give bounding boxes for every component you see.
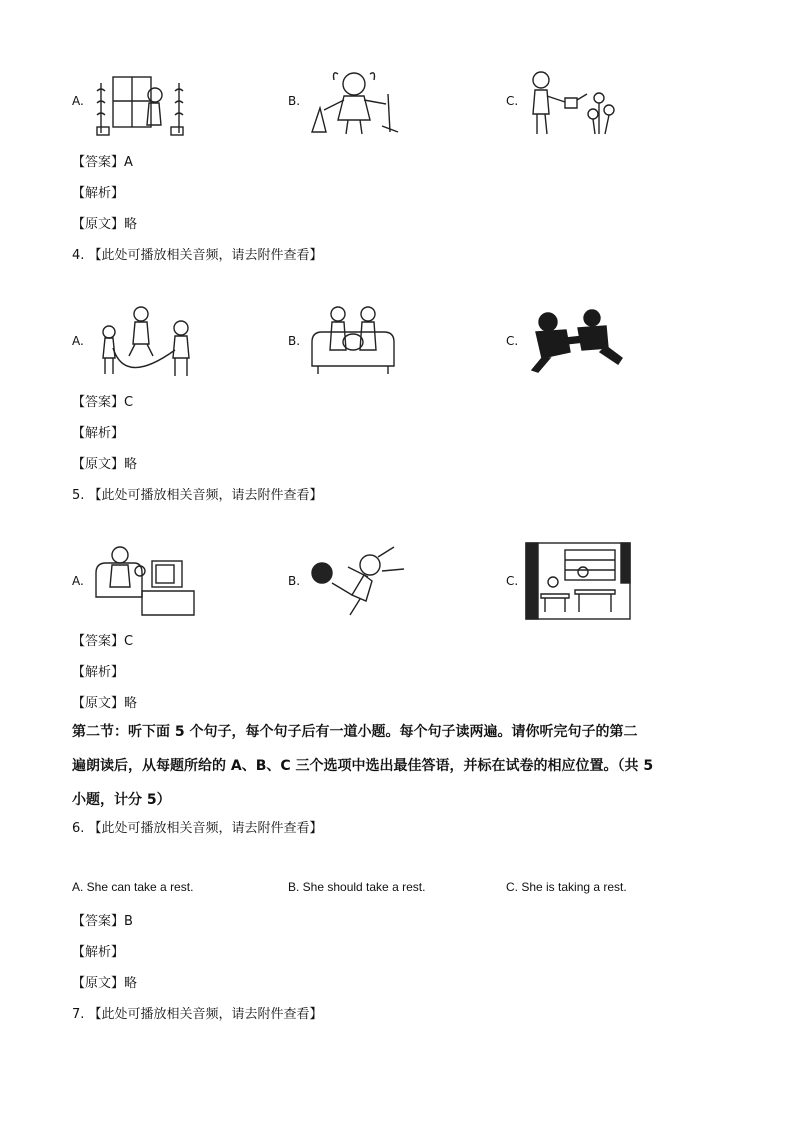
people-on-sofa-picture	[308, 302, 398, 378]
girl-at-window-picture	[95, 73, 187, 137]
q3-option-b-label: B.	[288, 94, 301, 108]
q5-analysis: 【解析】	[72, 665, 125, 680]
q6-option-a: A. She can take a rest.	[72, 880, 194, 894]
section-2-line-2: 遍朗读后，从每题所给的 A、B、C 三个选项中选出最佳答语，并标在试卷的相应位置。（共 5	[72, 758, 654, 774]
q4-answer: 【答案】C	[72, 395, 134, 410]
q6-answer: 【答案】B	[72, 914, 133, 929]
q7-prompt: 7. 【此处可播放相关音频，请去附件查看】	[72, 1007, 323, 1022]
q6-option-b: B. She should take a rest.	[288, 880, 426, 894]
q5-option-b-label: B.	[288, 574, 301, 588]
q5-option-c-label: C.	[506, 574, 519, 588]
kids-jumping-rope-picture	[95, 302, 205, 382]
girl-watering-flowers-picture	[525, 68, 621, 138]
q4-analysis: 【解析】	[72, 426, 125, 441]
q3-option-a-label: A.	[72, 94, 84, 108]
q4-option-c-label: C.	[506, 334, 519, 348]
q3-analysis: 【解析】	[72, 186, 125, 201]
section-2-line-3: 小题，计分 5）	[72, 792, 171, 808]
q3-answer: 【答案】A	[72, 155, 133, 170]
boy-watching-tv-picture	[94, 543, 198, 619]
q4-original-text: 【原文】略	[72, 457, 138, 472]
boy-kicking-ball-picture	[308, 543, 412, 619]
q6-analysis: 【解析】	[72, 945, 125, 960]
section-2-line-1: 第二节：听下面 5 个句子，每个句子后有一道小题。每个句子读两遍。请你听完句子的第二	[72, 724, 638, 740]
girl-sweeping-picture	[308, 68, 404, 138]
q6-original-text: 【原文】略	[72, 976, 138, 991]
q3-original-text: 【原文】略	[72, 217, 138, 232]
section-2-instructions	[72, 715, 762, 817]
q4-prompt: 4. 【此处可播放相关音频，请去附件查看】	[72, 248, 323, 263]
q6-prompt: 6. 【此处可播放相关音频，请去附件查看】	[72, 821, 323, 836]
q4-option-b-label: B.	[288, 334, 301, 348]
q4-option-a-label: A.	[72, 334, 84, 348]
students-reading-in-library-picture	[525, 542, 631, 620]
people-fighting-picture	[526, 308, 626, 374]
q5-answer: 【答案】C	[72, 634, 134, 649]
q3-option-c-label: C.	[506, 94, 519, 108]
q6-option-c: C. She is taking a rest.	[506, 880, 627, 894]
q5-prompt: 5. 【此处可播放相关音频，请去附件查看】	[72, 488, 323, 503]
q5-option-a-label: A.	[72, 574, 84, 588]
q5-original-text: 【原文】略	[72, 696, 138, 711]
